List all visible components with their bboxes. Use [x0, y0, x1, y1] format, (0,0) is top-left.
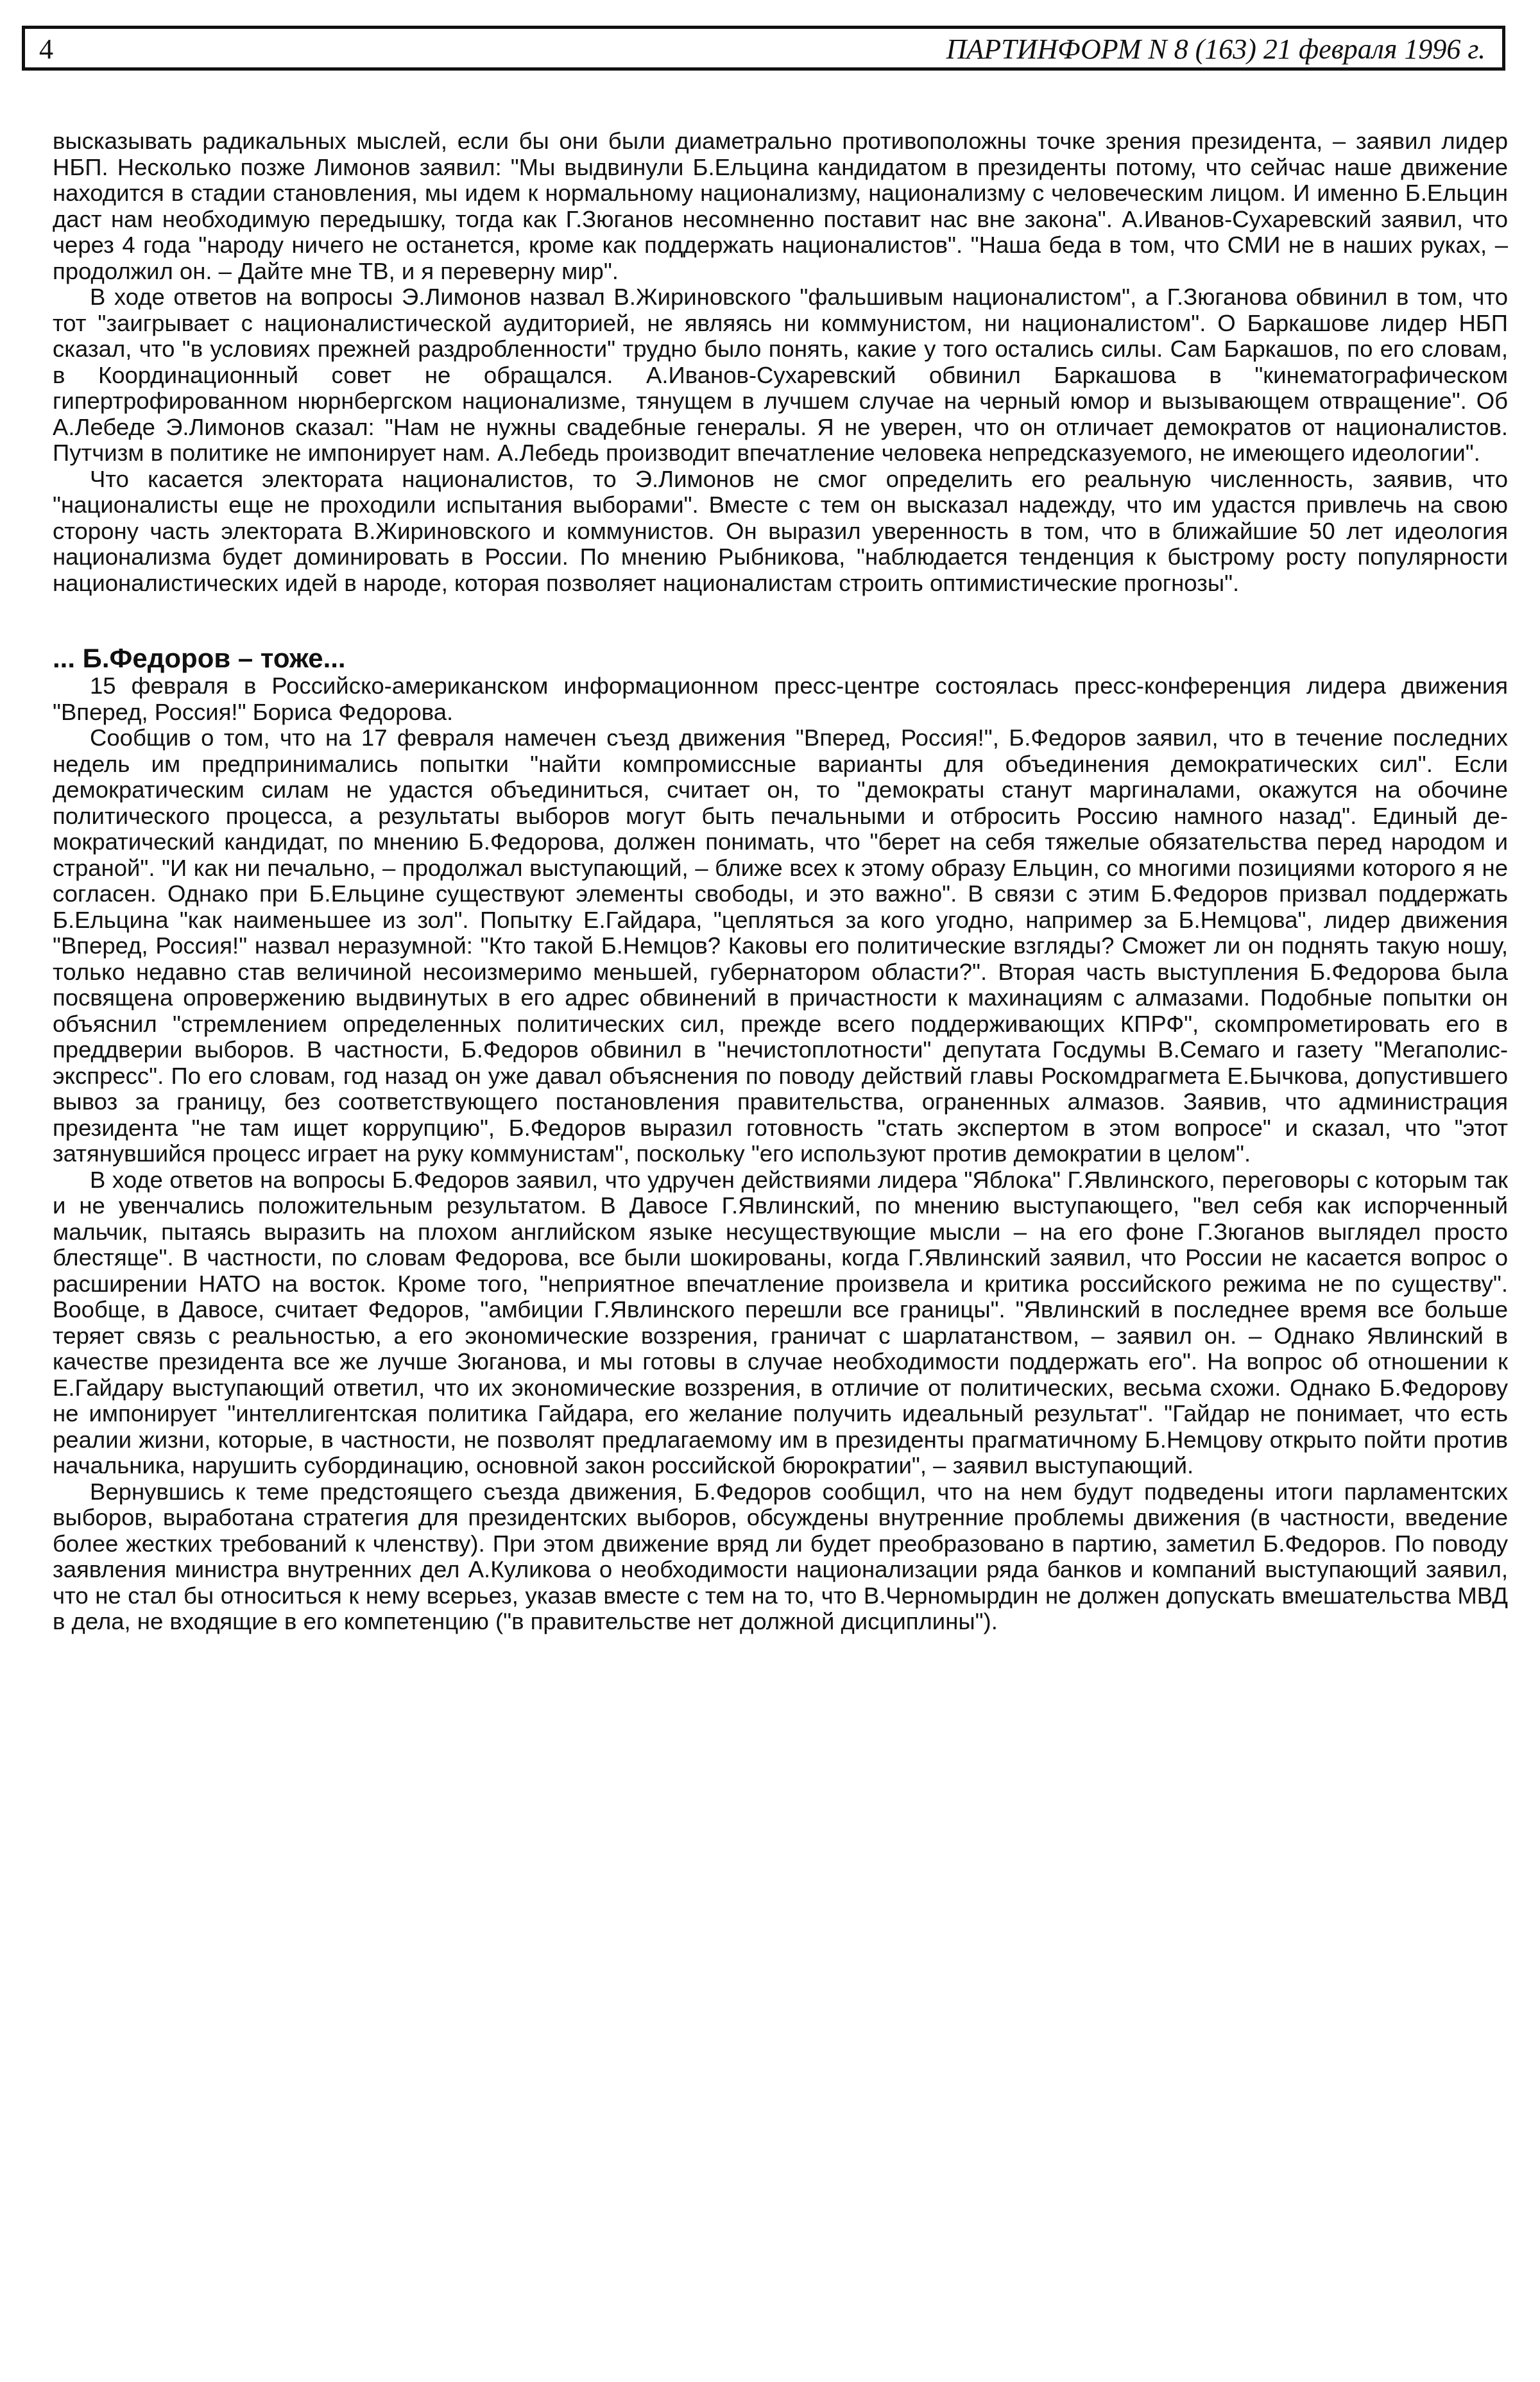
article-paragraph: 15 февраля в Российско-американском информационном пресс-центре состоялась пресс-конференция лидера движения "Вперед, Россия!" Бориса Федорова. — [53, 673, 1508, 725]
page-number: 4 — [39, 33, 53, 65]
page-header — [22, 26, 1505, 71]
article-paragraph: Что касается электората националистов, то Э.Лимонов не смог определить его реальную численность, заявив, что "националисты еще не проходили испытания выборами". Вместе с тем он высказал надежду, что им удастся привлечь на свою сторону часть электората В.Жириновского и коммунистов. Он выразил уверенность в том, что в ближайшие 50 лет идеология национализма будет доминировать в России. По мнению Рыбникова, "наблюдается тенденция к быстрому росту популярности националистических идей в народе, которая позволяет националистам строить оптимистические прогнозы". — [53, 465, 1508, 596]
article-body — [53, 128, 1508, 1635]
article-paragraph: В ходе ответов на вопросы Б.Федоров заявил, что удручен действиями лидера "Яблока" Г.Явлинского, переговоры с которым так и не увенчались положительным результатом. В Давосе Г.Явлинский, по мнению выступающего, "вел себя как испорченный мальчик, пытаясь выразить на плохом английском языке несуществующие мысли – на его фоне Г.Зюганов выглядел просто блестяще". В частности, по словам Федорова, все были шокированы, когда Г.Явлинский заявил, что России не касается вопрос о расширении НАТО на восток. Кроме того, "неприятное впечатление произвела и критика российского режима не по существу". Вообще, в Давосе, считает Федоров, "амбиции Г.Явлинского перешли все границы". "Явлинский в последнее время все больше теряет связь с реальностью, а его экономические воззрения, граничат с шарлатанством, – заявил он. – Однако Явлинский в качестве президента все же лучше Зюганова, и мы готовы в случае необходимости поддержать его". На вопрос об отношении к Е.Гайдару выступающий ответил, что их экономические воззрения, в отличие от политических, весьма схожи. Однако Б.Федорову не импонирует "интеллигентская политика Гайдара, его желание получить идеальный результат". "Гайдар не понимает, что есть реалии жизни, которые, в частности, не позволят предлагаемому им в президенты прагматичному Б.Немцову открыто пойти против начальника, нарушить субординацию, основной закон российской бюрократии", – заявил выступающий. — [53, 1166, 1508, 1478]
article-paragraph: В ходе ответов на вопросы Э.Лимонов назвал В.Жириновского "фальшивым националистом", а Г.Зюганова обвинил в том, что тот "заигрывает с националистической аудиторией, не являясь ни коммунистом, ни националистом". О Баркашове лидер НБП сказал, что "в условиях прежней раздробленности" трудно было понять, какие у того остались силы. Сам Баркашов, по его словам, в Координационный совет не обращался. А.Иванов-Сухаревский обвинил Баркашова в "кинематографическом гипертрофированном нюрнбергском национализме, тянущем в лучшем случае на черный юмор и вызывающем отвращение". Об А.Лебеде Э.Лимонов сказал: "Нам не нужны свадебные генералы. Я не уверен, что он отличает демократов от националистов. Путчизм в политике не импонирует нам. А.Лебедь производит впечатление человека непредсказуемого, не имеющего идеологии". — [53, 284, 1508, 466]
issue-title: ПАРТИНФОРМ N 8 (163) 21 февраля 1996 г. — [946, 33, 1485, 65]
article-paragraph: высказывать радикальных мыслей, если бы они были диаметрально противоположны точке зрения президента, – заявил лидер НБП. Несколько позже Лимонов заявил: "Мы выдвинули Б.Ельцина кандидатом в президенты потому, что сейчас наше движение находится в стадии становления, мы идем к нормальному национализму, национализму с человеческим лицом. И именно Б.Ельцин даст нам необходимую передышку, тогда как Г.Зюганов несомненно поставит нас вне закона". А.Иванов-Сухаревский заявил, что через 4 года "народу ничего не останется, кроме как поддержать националистов". "Наша беда в том, что СМИ не в наших руках, – продолжил он. – Дайте мне ТВ, и я переверну мир". — [53, 128, 1508, 284]
article-paragraph: Сообщив о том, что на 17 февраля намечен съезд движения "Вперед, Россия!", Б.Федоров заявил, что в течение последних недель им предпринимались попытки "найти компромиссные варианты для объединения демократических сил". Если демократическим силам не удастся объединиться, считает он, то "демократы станут маргиналами, окажутся на обочине политического процесса, а результаты выборов могут быть печальными и отбросить Россию намного назад". Единый де-мократический кандидат, по мнению Б.Федорова, должен понимать, что "берет на себя тяжелые обязательства перед народом и страной". "И как ни печально, – продолжал выступающий, – ближе всех к этому образу Ельцин, со многими позициями которого я не согласен. Однако при Б.Ельцине существуют элементы свободы, и это важно". В связи с этим Б.Федоров призвал поддержать Б.Ельцина "как наименьшее из зол". Попытку Е.Гайдара, "цепляться за кого угодно, например за Б.Немцова", лидер движения "Вперед, Россия!" назвал неразумной: "Кто такой Б.Немцов? Каковы его политические взгляды? Сможет ли он поднять такую ношу, только недавно став величиной несоизмеримо меньшей, губернатором области?". Вторая часть выступления Б.Федорова была посвящена опровержению выдвинутых в его адрес обвинений в причастности к махинациям с алмазами. Подобные попытки он объяснил "стремлением определенных политических сил, прежде всего поддерживающих КПРФ", скомпрометировать его в преддверии выборов. В частности, Б.Федоров обвинил в "нечистоплотности" депутата Госдумы В.Семаго и газету "Мегаполис-экспресс". По его словам, год назад он уже давал объяснения по поводу действий главы Роскомдрагмета Е.Бычкова, допустившего вывоз за границу, без соответствующего постановления правительства, ограненных алмазов. Заявив, что администрация президента "не там ищет коррупцию", Б.Федоров выразил готовность "стать экспертом в этом вопросе" и сказал, что "этот затянувшийся процесс играет на руку коммунистам", поскольку "его используют против демократии в целом". — [53, 724, 1508, 1167]
article-paragraph: Вернувшись к теме предстоящего съезда движения, Б.Федоров сообщил, что на нем будут подведены итоги парламентских выборов, выработана стратегия для президентских выборов, обсуждены внутренние проблемы движения (в частности, введение более жестких требований к членству). При этом движение вряд ли будет преобразовано в партию, заметил Б.Федоров. По поводу заявления министра внутренних дел А.Куликова о необходимости национализации ряда банков и компаний выступающий заявил, что не стал бы относиться к нему всерьез, указав вместе с тем на то, что В.Черномырдин не должен допускать вмешательства МВД в дела, не входящие в его компетенцию ("в правительстве нет должной дисциплины"). — [53, 1478, 1508, 1634]
section-heading: ... Б.Федоров – тоже... — [53, 643, 346, 673]
